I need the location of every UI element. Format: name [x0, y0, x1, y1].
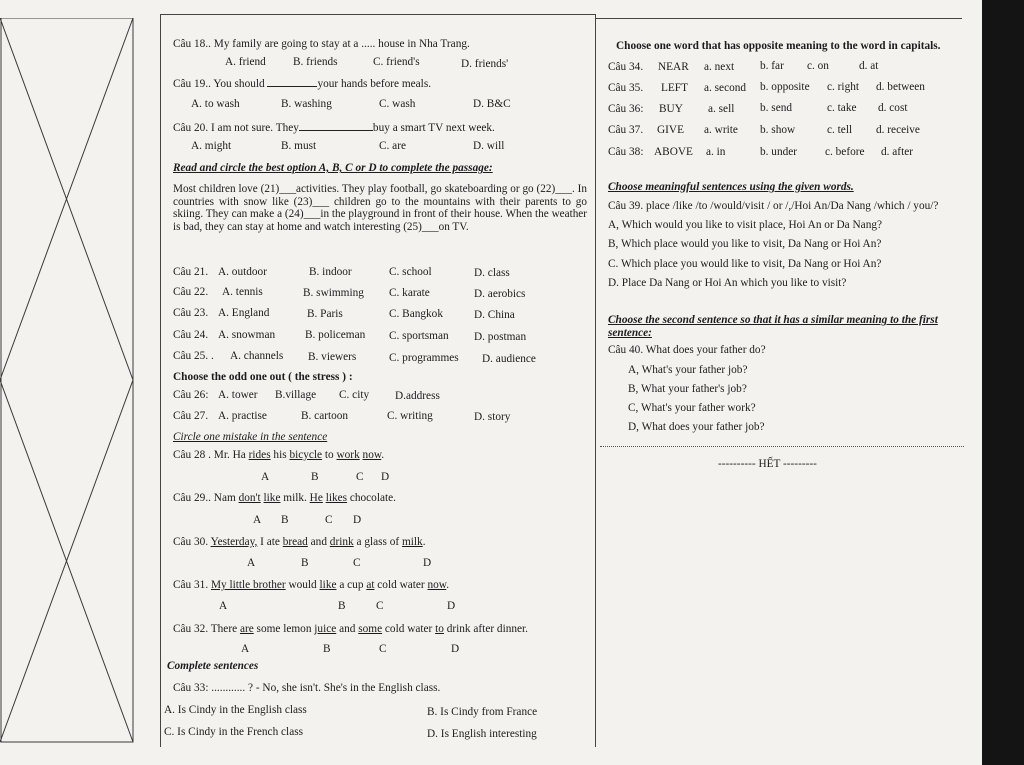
q31-text: a cup [336, 579, 367, 591]
q32-sentence [173, 622, 528, 636]
q32-letter-b[interactable]: B [323, 643, 331, 655]
q28-letter-c[interactable]: C [356, 471, 364, 483]
q33-stem: Câu 33: ............ ? - No, she isn't. She's in the English class. [173, 682, 441, 694]
q31-text: . [446, 579, 450, 591]
q32-underlined-d[interactable]: to [435, 623, 444, 635]
panel-border [1, 18, 133, 742]
q37-option-c[interactable]: c. tell [827, 124, 853, 136]
q31-text: would [285, 579, 320, 591]
q31-sentence [173, 578, 449, 592]
q28-letter-b[interactable]: B [311, 471, 319, 483]
q32-letter-c[interactable]: C [379, 643, 387, 655]
q32-text: Câu 32. There [173, 623, 240, 635]
q25-option-b[interactable]: B. viewers [308, 351, 357, 363]
q30-text: . [422, 536, 426, 548]
q34-option-c[interactable]: c. on [807, 60, 829, 72]
q38-word: ABOVE [654, 146, 693, 158]
q24-option-b[interactable]: B. policeman [305, 329, 366, 341]
q32-underlined-a[interactable]: are [239, 623, 254, 635]
q39-option-a[interactable]: A, Which would you like to visit place, Hoi An or Da Nang? [608, 219, 883, 231]
q31-underlined-b[interactable]: like [319, 579, 337, 591]
q28-text: to [322, 449, 337, 461]
q34-word: NEAR [658, 61, 689, 73]
q21-label: Câu 21. [173, 266, 209, 278]
q30-text: Câu 30. [173, 536, 211, 548]
q37-option-b[interactable]: b. show [760, 124, 796, 136]
q39-option-b[interactable]: B, Which place would you like to visit, Da Nang or Hoi An? [608, 238, 882, 250]
q31-text: cold water [374, 579, 428, 591]
q30-text: a glass of [353, 536, 402, 548]
dark-edge [982, 0, 1024, 765]
q38-option-a[interactable]: a. in [706, 146, 726, 158]
q30-underlined-c[interactable]: drink [329, 536, 354, 548]
q32-text: cold water [382, 623, 436, 635]
end-marker: ---------- HẾT --------- [718, 458, 817, 470]
q20-stem [173, 121, 495, 135]
q21-option-b[interactable]: B. indoor [309, 266, 352, 278]
q36-option-d[interactable]: d. cost [878, 102, 908, 114]
q23-option-a[interactable]: A. England [218, 307, 270, 319]
q20-option-a[interactable]: A. might [191, 140, 232, 152]
q21-option-a[interactable]: A. outdoor [218, 266, 267, 278]
q36-option-c[interactable]: c. take [827, 102, 857, 114]
q27-label: Câu 27. [173, 410, 209, 422]
q26-option-d[interactable]: D.address [395, 390, 440, 402]
q35-word: LEFT [661, 82, 688, 94]
q26-option-c[interactable]: C. city [339, 389, 370, 401]
q30-underlined-b[interactable]: bread [282, 536, 308, 548]
q32-underlined-b[interactable]: juice [314, 623, 337, 635]
q31-letter-a[interactable]: A [219, 600, 228, 612]
q39-stem: Câu 39. place /like /to /would/visit / or /,/Hoi An/Da Nang /which / you/? [608, 200, 939, 212]
q28-underlined-a[interactable]: rides [248, 449, 271, 461]
q19-stem-pre: Câu 19.. You should [173, 78, 268, 90]
q29-text: chocolate. [347, 492, 396, 504]
reading-heading: Read and circle the best option A, B, C or D to complete the passage: [173, 162, 493, 174]
q20-blank [299, 130, 373, 131]
q38-option-b[interactable]: b. under [760, 146, 798, 158]
q38-label: Câu 38: [608, 146, 644, 158]
q28-underlined-c[interactable]: work [336, 449, 360, 461]
q26-option-b[interactable]: B.village [275, 389, 317, 401]
q31-letter-b[interactable]: B [338, 600, 346, 612]
q38-option-d[interactable]: d. after [881, 146, 913, 158]
q22-label: Câu 22. [173, 286, 209, 298]
q19-option-b[interactable]: B. washing [281, 98, 332, 110]
q28-letter-a[interactable]: A [261, 471, 270, 483]
q34-option-b[interactable]: b. far [760, 60, 784, 72]
q29-text: milk. [280, 492, 310, 504]
q31-text: Câu 31. [173, 579, 211, 591]
q32-letter-a[interactable]: A [241, 643, 250, 655]
q36-label: Câu 36: [608, 103, 644, 115]
mistake-heading: Circle one mistake in the sentence [173, 431, 328, 443]
q33-option-c[interactable]: C. Is Cindy in the French class [164, 726, 303, 738]
q28-text: . [381, 449, 385, 461]
q26-option-a[interactable]: A. tower [218, 389, 258, 401]
q19-blank [267, 86, 317, 87]
q23-label: Câu 23. [173, 307, 209, 319]
q22-option-d[interactable]: D. aerobics [474, 288, 526, 300]
q30-letter-d[interactable]: D [423, 557, 432, 569]
q22-option-c[interactable]: C. karate [389, 287, 430, 299]
q32-underlined-c[interactable]: some [358, 623, 383, 635]
q39-option-d[interactable]: D. Place Da Nang or Hoi An which you like to visit? [608, 277, 847, 289]
q33-option-a[interactable]: A. Is Cindy in the English class [164, 704, 307, 716]
q30-letter-c[interactable]: C [353, 557, 361, 569]
q36-option-a[interactable]: a. sell [708, 103, 735, 115]
q26-label: Câu 26: [173, 389, 209, 401]
q31-underlined-a[interactable]: My little brother [210, 579, 286, 591]
reading-passage: Most children love (21)___activities. They play football, go skateboarding or go (22)___. In countries with snow like (23)___ children go to the mountains with their parents to go skiing. They can make a (24)___in the playground in front of their house. When the weather is bad, they can stay at home and watch interesting (25)___on TV. [173, 183, 587, 233]
q31-letter-c[interactable]: C [376, 600, 384, 612]
q36-word: BUY [659, 103, 683, 115]
q32-text: some lemon [253, 623, 315, 635]
q29-underlined-b[interactable]: like [263, 492, 281, 504]
q32-text: drink after dinner. [443, 623, 528, 635]
q32-text: and [336, 623, 359, 635]
q29-underlined-c[interactable]: He [309, 492, 323, 504]
q21-option-c[interactable]: C. school [389, 266, 432, 278]
q29-sentence [173, 491, 396, 505]
q27-option-d[interactable]: D. story [474, 411, 511, 423]
q35-option-d[interactable]: d. between [876, 81, 925, 93]
meaningful-heading: Choose meaningful sentences using the given words. [608, 181, 854, 193]
q37-label: Câu 37. [608, 124, 644, 136]
dotted-divider [600, 446, 964, 447]
crossed-out-panel [0, 18, 134, 743]
q18-option-b[interactable]: B. friends [293, 56, 338, 68]
q19-option-d[interactable]: D. B&C [473, 98, 511, 110]
q29-underlined-d[interactable]: likes [325, 492, 348, 504]
q30-text: I ate [257, 536, 283, 548]
q34-option-d[interactable]: d. at [859, 60, 879, 72]
q21-option-d[interactable]: D. class [474, 267, 510, 279]
q37-option-a[interactable]: a. write [704, 124, 738, 136]
q28-letter-d[interactable]: D [381, 471, 390, 483]
left-column [160, 14, 596, 747]
q24-option-a[interactable]: A. snowman [218, 329, 276, 341]
q27-option-c[interactable]: C. writing [387, 410, 433, 422]
q20-option-c[interactable]: C. are [379, 140, 406, 152]
q40-option-a[interactable]: A, What's your father job? [628, 364, 748, 376]
q30-letter-b[interactable]: B [301, 557, 309, 569]
q23-option-b[interactable]: B. Paris [307, 308, 343, 320]
q24-label: Câu 24. [173, 329, 209, 341]
q29-letter-d[interactable]: D [353, 514, 362, 526]
q25-option-c[interactable]: C. programmes [389, 352, 459, 364]
q20-option-d[interactable]: D. will [473, 140, 505, 152]
q36-option-b[interactable]: b. send [760, 102, 793, 114]
q34-label: Câu 34. [608, 61, 644, 73]
q31-underlined-d[interactable]: now [427, 579, 447, 591]
q20-stem-pre: Câu 20. I am not sure. They [173, 122, 299, 134]
opposite-heading: Choose one word that has opposite meaning to the word in capitals. [616, 40, 941, 52]
q28-underlined-d[interactable]: now [362, 449, 382, 461]
q31-underlined-c[interactable]: at [366, 579, 375, 591]
q29-letter-b[interactable]: B [281, 514, 289, 526]
q35-option-b[interactable]: b. opposite [760, 81, 810, 93]
odd-one-out-heading: Choose the odd one out ( the stress ) : [173, 371, 353, 383]
q32-letter-d[interactable]: D [451, 643, 460, 655]
q18-option-d[interactable]: D. friends' [461, 58, 509, 70]
q27-option-b[interactable]: B. cartoon [301, 410, 349, 422]
q40-option-b[interactable]: B, What your father's job? [628, 383, 747, 395]
q18-option-c[interactable]: C. friend's [373, 56, 420, 68]
q38-option-c[interactable]: c. before [825, 146, 865, 158]
q19-stem [173, 77, 431, 91]
q29-underlined-a[interactable]: don't [238, 492, 261, 504]
q35-option-c[interactable]: c. right [827, 81, 859, 93]
q40-option-d[interactable]: D, What does your father job? [628, 421, 765, 433]
q29-letter-a[interactable]: A [253, 514, 262, 526]
q33-option-d[interactable]: D. Is English interesting [427, 728, 537, 740]
q25-label: Câu 25. . [173, 350, 214, 362]
q37-word: GIVE [657, 124, 684, 136]
q29-text: Câu 29.. Nam [173, 492, 239, 504]
q40-option-c[interactable]: C, What's your father work? [628, 402, 756, 414]
q19-stem-post: your hands before meals. [317, 78, 432, 90]
q25-option-a[interactable]: A. channels [230, 350, 284, 362]
q35-option-a[interactable]: a. second [704, 82, 747, 94]
q30-letter-a[interactable]: A [247, 557, 256, 569]
q18-stem: Câu 18.. My family are going to stay at a ..... house in Nha Trang. [173, 38, 470, 50]
q23-option-d[interactable]: D. China [474, 309, 515, 321]
q30-text: and [307, 536, 330, 548]
q33-option-b[interactable]: B. Is Cindy from France [427, 706, 538, 718]
q30-sentence [173, 535, 426, 549]
q28-underlined-b[interactable]: bicycle [289, 449, 323, 461]
second-sentence-heading: Choose the second sentence so that it has a similar meaning to the first sentence: [608, 314, 938, 339]
q28-sentence [173, 448, 384, 462]
q31-letter-d[interactable]: D [447, 600, 456, 612]
q20-stem-post: buy a smart TV next week. [372, 122, 495, 134]
q18-option-a[interactable]: A. friend [225, 56, 266, 68]
q24-option-d[interactable]: D. postman [474, 331, 527, 343]
q40-stem: Câu 40. What does your father do? [608, 344, 766, 356]
q19-option-c[interactable]: C. wash [379, 98, 416, 110]
q29-letter-c[interactable]: C [325, 514, 333, 526]
q27-option-a[interactable]: A. practise [218, 410, 267, 422]
q28-text: his [270, 449, 290, 461]
q19-option-a[interactable]: A. to wash [191, 98, 240, 110]
q23-option-c[interactable]: C. Bangkok [389, 308, 443, 320]
complete-heading: Complete sentences [167, 660, 259, 672]
q22-option-b[interactable]: B. swimming [303, 287, 364, 299]
q30-underlined-a[interactable]: Yesterday, [210, 536, 258, 548]
q20-option-b[interactable]: B. must [281, 140, 317, 152]
q30-underlined-d[interactable]: milk [401, 536, 423, 548]
q22-option-a[interactable]: A. tennis [222, 286, 263, 298]
q28-text: Câu 28 . Mr. Ha [173, 449, 249, 461]
q39-option-c[interactable]: C. Which place you would like to visit, Da Nang or Hoi An? [608, 258, 882, 270]
q37-option-d[interactable]: d. receive [876, 124, 920, 136]
q25-option-d[interactable]: D. audience [482, 353, 536, 365]
q34-option-a[interactable]: a. next [704, 61, 735, 73]
q24-option-c[interactable]: C. sportsman [389, 330, 449, 342]
q35-label: Câu 35. [608, 82, 644, 94]
right-column [596, 18, 962, 455]
